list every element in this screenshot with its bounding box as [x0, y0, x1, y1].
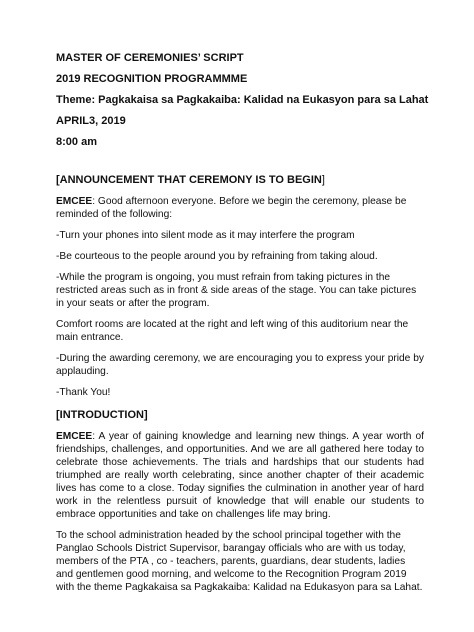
introduction-heading: [INTRODUCTION]: [56, 409, 148, 421]
program-time: 8:00 am: [56, 136, 97, 148]
program-date: APRIL3, 2019: [56, 115, 126, 127]
script-body: [56, 174, 424, 602]
reminder-comfort-rooms: Comfort rooms are located at the right and left wing of this auditorium near the main entrance.: [56, 319, 409, 343]
reminder-thanks: -Thank You!: [56, 387, 111, 398]
announcement-heading-bracket: ]: [321, 174, 325, 186]
introduction-paragraph: [56, 430, 424, 521]
reminder-courtesy: -Be courteous to the people around you by refraining from taking aloud.: [56, 251, 378, 262]
reminder-phones: -Turn your phones into silent mode as it may interfere the program: [56, 230, 355, 241]
program-theme: Theme: Pagkakaisa sa Pagkakaiba: Kalidad na Eukasyon para sa Lahat: [56, 94, 429, 106]
program-name: 2019 RECOGNITION PROGRAMMME: [56, 73, 248, 85]
welcome-paragraph: To the school administration headed by the school principal together with the Panglao Schools District Supervisor, barangay officials who are with us today, members of the PTA , co - teachers, parents, guardians, dear students, ladies and gentlemen good morning, and welcome to the Recognition Program 2019 with the theme Pagkakaisa sa Pagkakaiba: Kalidad na Edukasyon para sa Lahat.: [56, 530, 423, 593]
reminder-pictures: -While the program is ongoing, you must refrain from taking pictures in the restricted areas such as in front & side areas of the stage. You can take pictures in your seats or after the program.: [56, 272, 417, 309]
script-title: MASTER OF CEREMONIES’ SCRIPT: [56, 52, 244, 64]
emcee-label: EMCEE: [56, 196, 93, 207]
emcee-label: EMCEE: [56, 431, 93, 442]
script-header: [56, 52, 436, 157]
introduction-text: : A year of gaining knowledge and learning new things. A year worth of friendships, challenges, and opportunities. And we are all gathered here today to celebrate those achievements. The trials and hardships that our students had triumphed are really worth celebrating, since another chapter of their academic lives has come to a close. Today signifies the culmination in another year of hard work in the relentless pursuit of knowledge that will enable our students to embrace opportunities and take on challenges life may bring.: [56, 431, 424, 520]
reminder-applause: -During the awarding ceremony, we are encouraging you to express your pride by applauding.: [56, 353, 424, 377]
announcement-intro-text: : Good afternoon everyone. Before we begin the ceremony, please be reminded of the following:: [56, 196, 407, 220]
announcement-intro: [56, 195, 424, 221]
announcement-heading: [56, 174, 424, 187]
announcement-heading-text: [ANNOUNCEMENT THAT CEREMONY IS TO BEGIN: [56, 174, 322, 186]
